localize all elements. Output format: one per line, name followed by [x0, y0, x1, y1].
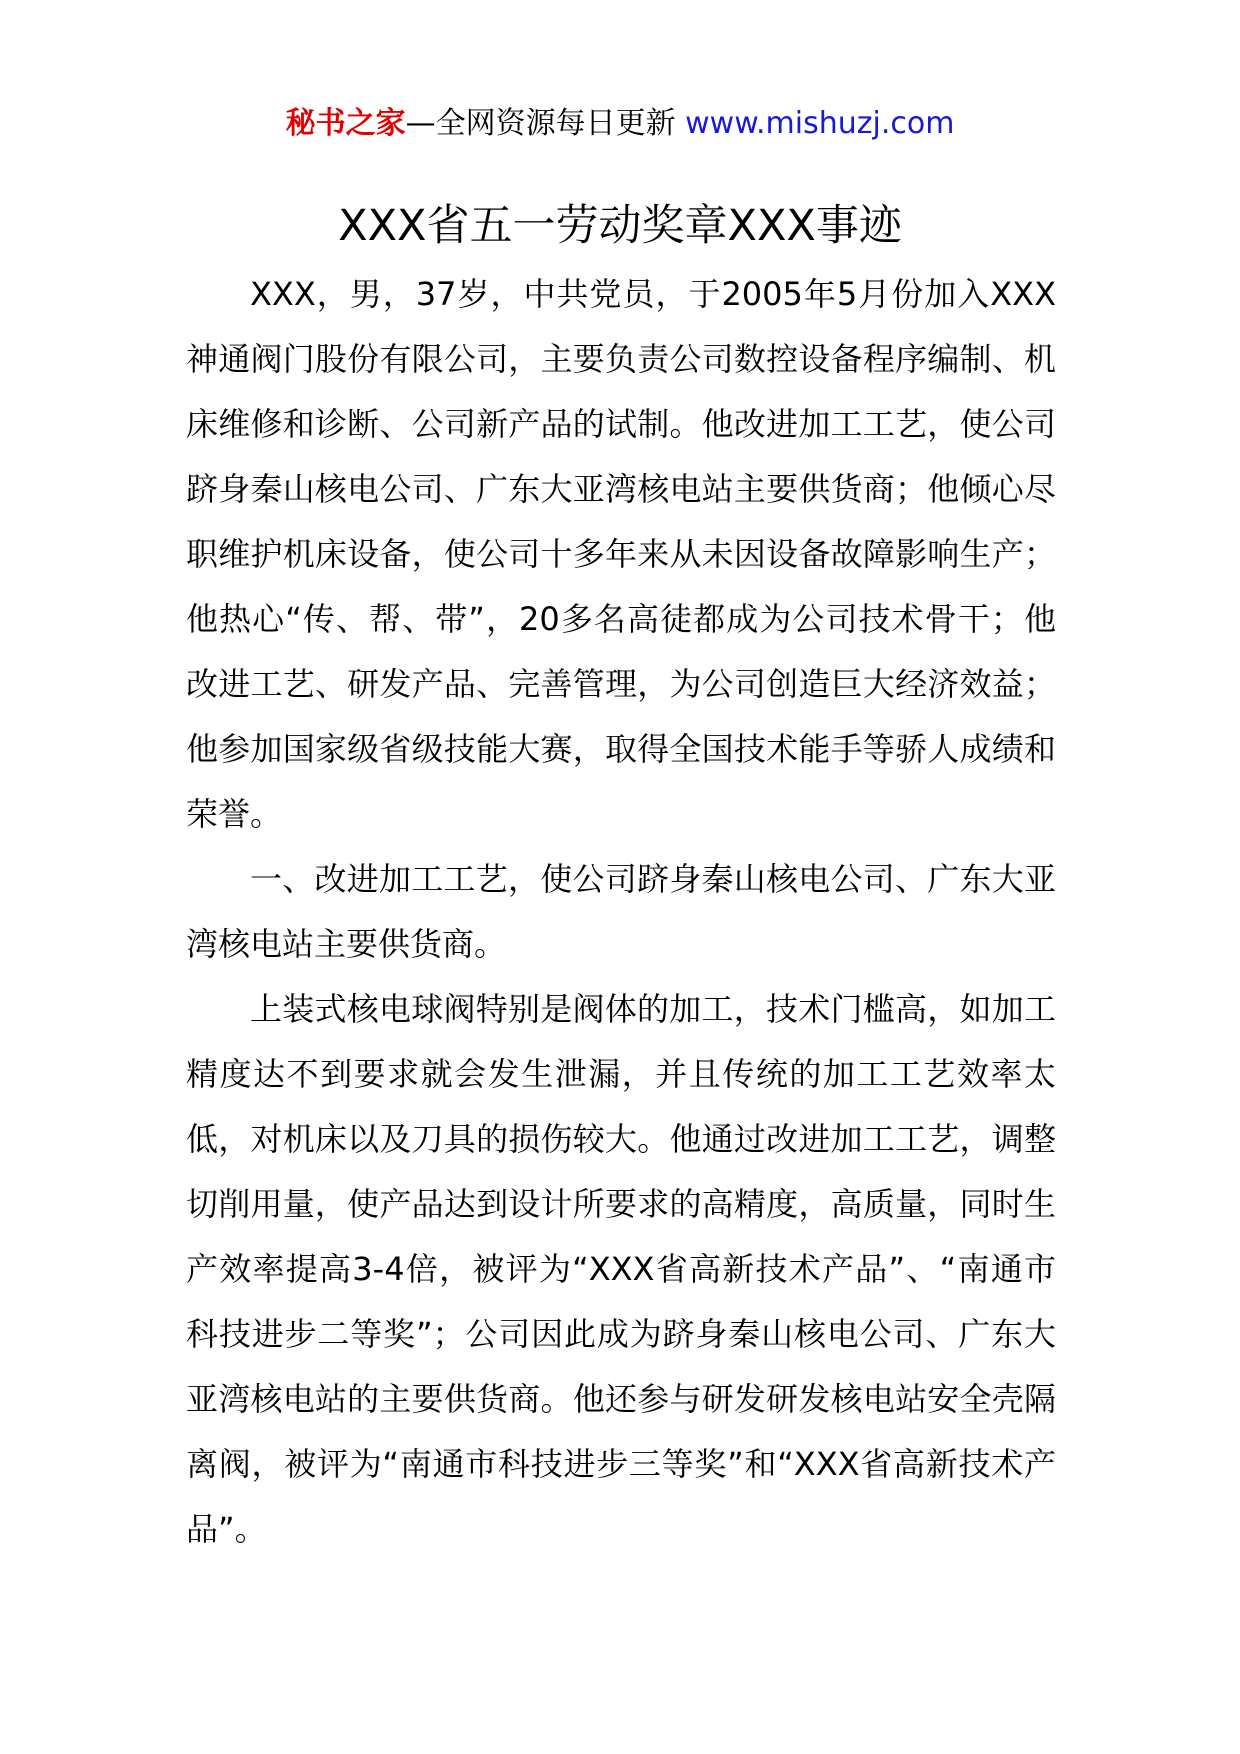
paragraph-section-heading: 一、改进加工工艺，使公司跻身秦山核电公司、广东大亚湾核电站主要供货商。	[186, 860, 1056, 963]
paragraph-details: 上装式核电球阀特别是阀体的加工，技术门槛高，如加工精度达不到要求就会发生泄漏，并且传统的加工工艺效率太低，对机床以及刀具的损伤较大。他通过改进加工工艺，调整切削用量，使产品达到设计所要求的高精度，高质量，同时生产效率提高3-4倍，被评为“XXX省高新技术产品”、“南通市科技进步二等奖”；公司因此成为跻身秦山核电公司、广东大亚湾核电站的主要供货商。他还参与研发研发核电站安全壳隔离阀，被评为“南通市科技进步三等奖”和“XXX省高新技术产品”。	[186, 990, 1056, 1548]
site-slogan: —全网资源每日更新	[405, 106, 676, 141]
brand-name: 秘书之家	[285, 106, 406, 141]
site-header	[0, 104, 1240, 144]
site-url-link[interactable]: www.mishuzj.com	[685, 106, 955, 141]
paragraph-intro: XXX，男，37岁，中共党员，于2005年5月份加入XXX神通阀门股份有限公司，主要负责公司数控设备程序编制、机床维修和诊断、公司新产品的试制。他改进加工工艺，使公司跻身秦山核电公司、广东大亚湾核电站主要供货商；他倾心尽职维护机床设备，使公司十多年来从未因设备故障影响生产；他热心“传、帮、带”，20多名高徒都成为公司技术骨干；他改进工艺、研发产品、完善管理，为公司创造巨大经济效益；他参加国家级省级技能大赛，取得全国技术能手等骄人成绩和荣誉。	[186, 275, 1056, 833]
document-title: XXX省五一劳动奖章XXX事迹	[338, 201, 902, 251]
document-body	[186, 262, 1056, 1562]
